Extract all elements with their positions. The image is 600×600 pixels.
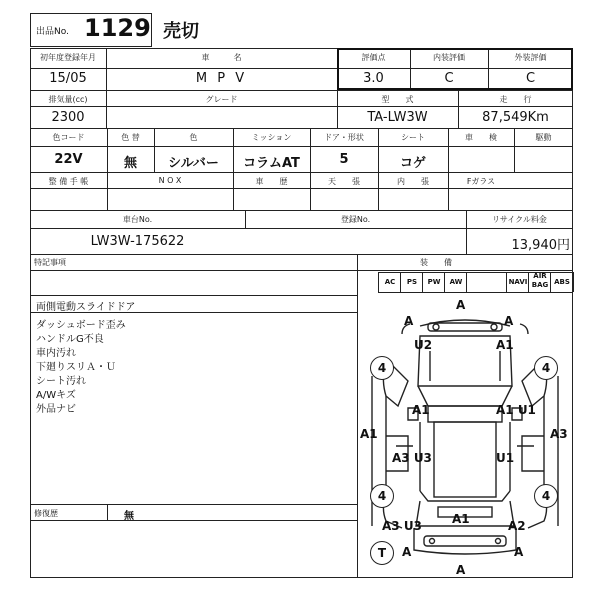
model-value: TA-LW3W [367,110,428,125]
transmission-label: ミッション [251,133,292,142]
equipment-ps: PS [400,272,423,292]
damage-mark: A1 [360,427,378,441]
bottom-t-mark: T [370,541,394,565]
equipment-airbag: AIR BAG [528,272,551,292]
grid-line [30,254,573,255]
damage-mark: A3 U3 [392,451,432,465]
car-diagram [358,296,573,578]
repair-history-value: 無 [124,511,134,522]
equipment-abs: ABS [550,272,574,292]
drive-label: 駆動 [535,133,552,142]
damage-mark: A1 U1 [496,403,536,417]
damage-mark: A [504,314,514,328]
recycle-fee-label: リサイクル料金 [492,215,547,224]
notes-title: 特記事項 [34,258,66,267]
registration-number-label: 登録No. [340,215,371,224]
damage-mark: A1 [496,338,514,352]
grid-line [30,106,573,107]
maintenance-book-label: 整 備 手 帳 [48,177,89,186]
note-line: 車内汚れ [36,348,76,359]
equipment-ac: AC [378,272,401,292]
recycle-fee-value: 13,940円 [511,238,570,253]
seat-label: シート [401,133,425,142]
inspection-label: 車 検 [465,133,497,142]
damage-mark: A1 [412,403,430,417]
interior-rating-label: 内装評価 [433,53,465,62]
exterior-rating-label: 外装評価 [514,53,547,62]
grid-line [30,210,573,211]
equipment-pw: PW [422,272,445,292]
damage-mark: U1 [496,451,515,465]
tire-front-right-tread: 4 [534,356,558,380]
grid-line [30,172,573,173]
tire-front-left-tread: 4 [370,356,394,380]
damage-mark: U2 [414,338,433,352]
damage-mark: A1 [452,512,470,526]
repair-history-label: 修復歴 [34,509,58,518]
ceiling-label: 天 張 [328,177,360,186]
damage-mark: A [456,298,466,312]
chassis-number-value: LW3W-175622 [90,234,185,249]
grid-line [30,295,358,296]
grid-line [30,520,358,521]
color-value: シルバー [168,156,219,171]
grid-line [30,504,358,505]
damage-mark: A [514,545,524,559]
grid-line [378,292,573,293]
note-line: 両側電動スライドドア [36,302,136,313]
equipment-aw: AW [444,272,467,292]
grid-line [30,90,573,91]
note-line: シート汚れ [36,376,86,387]
interior-rating-value: C [444,71,454,86]
seat-value: コゲ [399,156,426,171]
grid-line [30,128,573,129]
model-label: 型 式 [381,95,414,104]
color-code-label: 色コード [52,133,85,142]
front-glass-label: Fガラス [466,177,496,186]
equipment-title: 装 備 [420,258,452,267]
color-change-label: 色 替 [121,133,140,142]
color-label: 色 [189,133,198,142]
car-name-label: 車 名 [201,53,242,62]
note-line: ダッシュボード歪み [36,320,126,331]
displacement-label: 排気量(cc) [48,95,88,104]
car-name-value: M P V [195,71,248,86]
lot-number: 1129 [84,14,151,42]
grid-line [107,504,108,520]
door-shape-value: 5 [339,152,349,167]
grid-line [30,146,573,147]
note-line: ハンドルG不良 [36,334,104,345]
note-line: A/Wキズ [36,390,76,401]
exterior-rating-value: C [525,71,536,86]
note-line: 下廻りスリＡ・Ｕ [36,362,116,373]
sale-status: 売切 [163,21,199,42]
color-code-value: 22V [54,152,83,167]
mileage-label: 走 行 [499,95,532,104]
displacement-value: 2300 [51,110,85,125]
score-value: 3.0 [363,71,384,86]
grid-line [30,228,573,229]
first-registration-value: 15/05 [49,71,87,86]
first-registration-label: 初年度登録年月 [40,53,96,62]
damage-mark: A [456,563,466,577]
grid-line [30,188,573,189]
damage-mark: A [402,545,412,559]
note-line: 外品ナビ [36,404,76,415]
transmission-value: コラムAT [243,156,300,171]
grade-label: グレード [205,95,238,104]
damage-mark: A3 U3 [382,519,422,533]
door-shape-label: ドア・形状 [324,133,364,142]
nox-label: N O X [158,176,182,185]
grid-line [30,270,573,271]
mileage-value: 87,549Km [482,110,549,125]
tire-rear-left-tread: 4 [370,484,394,508]
lot-number-label: 出品No. [36,27,69,37]
damage-mark: A3 [550,427,568,441]
interior-panel-label: 内 張 [397,177,429,186]
damage-mark: A2 [508,519,526,533]
damage-mark: A [404,314,414,328]
vehicle-history-label: 車 歴 [255,177,288,186]
equipment-navi: NAVI [506,272,529,292]
tire-rear-right-tread: 4 [534,484,558,508]
chassis-number-label: 車台No. [122,215,153,224]
score-label: 評価点 [361,53,386,62]
color-change-value: 無 [123,156,137,171]
equipment-empty [466,272,507,292]
